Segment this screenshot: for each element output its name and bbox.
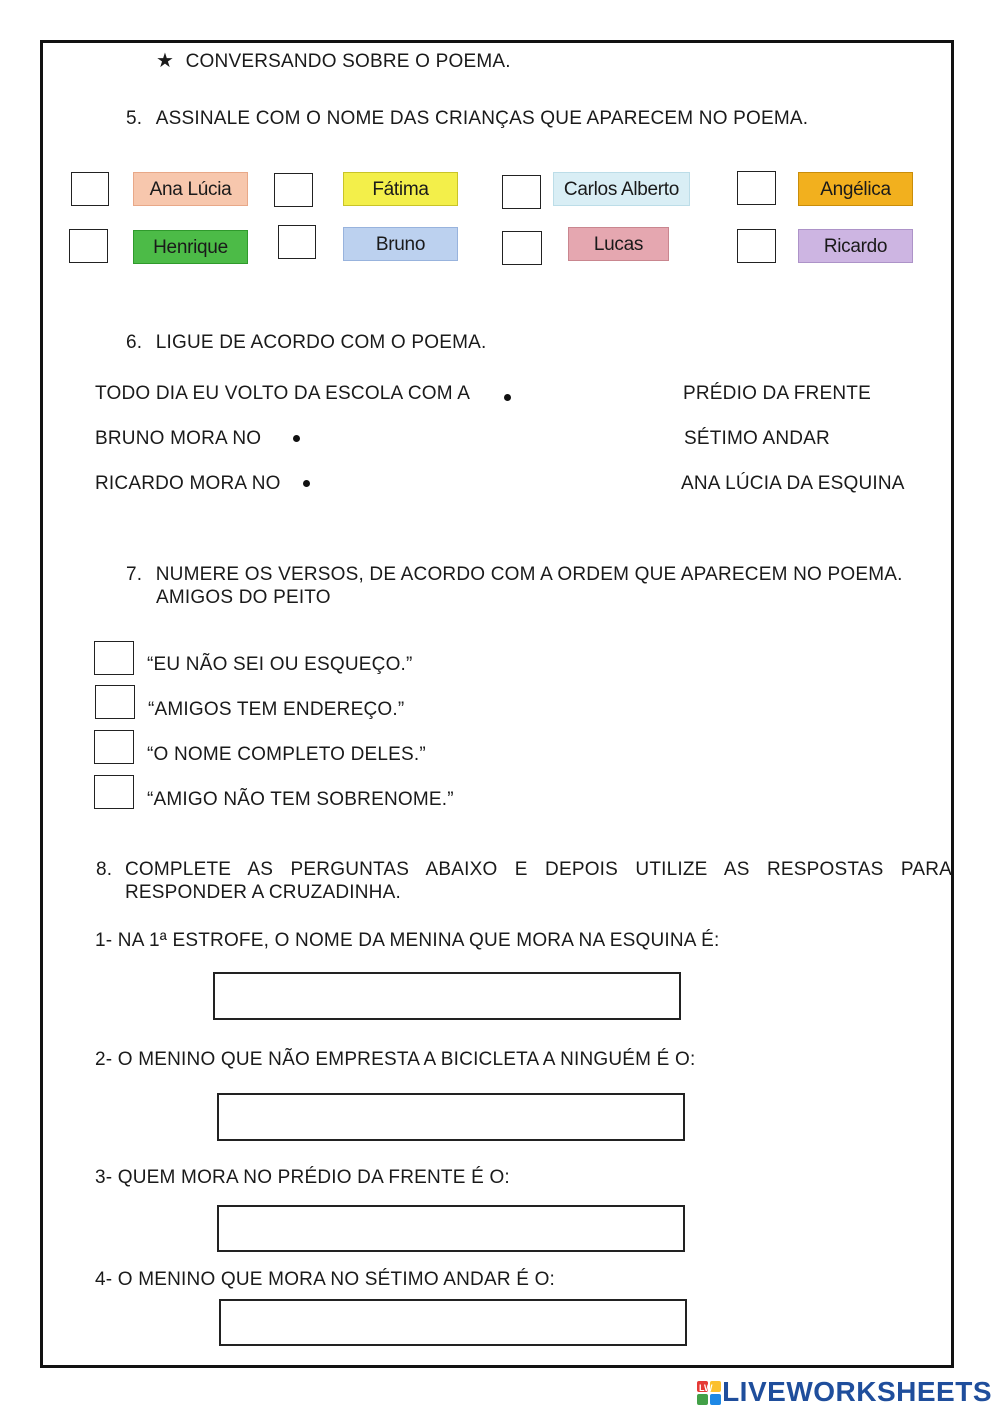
question-text: NUMERE OS VERSOS, DE ACORDO COM A ORDEM QUE APARECEM NO POEMA. [155,564,903,585]
question-number: 5. [126,108,143,129]
logo-letters: LW [699,1383,713,1393]
match-dot-2[interactable] [293,435,300,442]
verse-2: “AMIGOS TEM ENDEREÇO.” [148,699,405,720]
answer-field-4[interactable] [219,1299,687,1346]
verse-number-box-1[interactable] [94,641,134,675]
liveworksheets-logo-icon [697,1381,721,1405]
answer-field-2[interactable] [217,1093,685,1141]
crossword-question-3: 3- QUEM MORA NO PRÉDIO DA FRENTE É O: [95,1167,510,1188]
name-tag-angelica: Angélica [798,172,913,206]
name-tag-lucas: Lucas [568,227,669,261]
section-title: CONVERSANDO SOBRE O POEMA. [185,51,511,72]
verse-number-box-3[interactable] [94,730,134,764]
match-left-1: TODO DIA EU VOLTO DA ESCOLA COM A [95,383,471,404]
name-tag-bruno: Bruno [343,227,458,261]
question-text-line-1: COMPLETE AS PERGUNTAS ABAIXO E DEPOIS UTILIZE AS RESPOSTAS PARA [125,859,952,880]
question-text: LIGUE DE ACORDO COM O POEMA. [155,332,487,353]
checkbox-angelica[interactable] [737,171,776,205]
name-tag-ricardo: Ricardo [798,229,913,263]
name-tag-ana-lucia: Ana Lúcia [133,172,248,206]
name-tag-fatima: Fátima [343,172,458,206]
question-number: 8. [96,859,113,880]
question-5 [126,108,808,130]
crossword-question-4: 4- O MENINO QUE MORA NO SÉTIMO ANDAR É O: [95,1269,556,1290]
verse-number-box-2[interactable] [95,685,135,719]
verse-number-box-4[interactable] [94,775,134,809]
verse-3: “O NOME COMPLETO DELES.” [147,744,426,765]
match-left-3: RICARDO MORA NO [95,473,281,494]
question-8 [96,859,952,904]
match-left-2: BRUNO MORA NO [95,428,262,449]
checkbox-fatima[interactable] [274,173,313,207]
poem-title: AMIGOS DO PEITO [156,587,331,608]
crossword-question-2: 2- O MENINO QUE NÃO EMPRESTA A BICICLETA A NINGUÉM É O: [95,1049,696,1070]
checkbox-ana-lucia[interactable] [71,172,109,206]
section-header [156,48,511,73]
question-text-line-2: RESPONDER A CRUZADINHA. [125,882,401,903]
match-dot-3[interactable] [303,480,310,487]
checkbox-lucas[interactable] [502,231,542,265]
answer-field-1[interactable] [213,972,681,1020]
match-right-1: PRÉDIO DA FRENTE [683,383,871,404]
verse-4: “AMIGO NÃO TEM SOBRENOME.” [147,789,454,810]
star-icon: ★ [156,50,175,72]
answer-field-3[interactable] [217,1205,685,1252]
match-right-2: SÉTIMO ANDAR [684,428,830,449]
brand-name: LIVEWORKSHEETS [722,1376,992,1407]
question-7 [126,564,903,586]
question-number: 7. [126,564,143,585]
verse-1: “EU NÃO SEI OU ESQUEÇO.” [147,654,413,675]
name-tag-carlos-alberto: Carlos Alberto [553,172,690,206]
crossword-question-1: 1- NA 1ª ESTROFE, O NOME DA MENINA QUE MORA NA ESQUINA É: [95,930,720,951]
question-6 [126,332,487,354]
checkbox-carlos-alberto[interactable] [502,175,541,209]
checkbox-bruno[interactable] [278,225,316,259]
question-text: ASSINALE COM O NOME DAS CRIANÇAS QUE APARECEM NO POEMA. [155,108,809,129]
match-dot-1[interactable] [504,394,511,401]
match-right-3: ANA LÚCIA DA ESQUINA [681,473,905,494]
checkbox-henrique[interactable] [69,229,108,263]
checkbox-ricardo[interactable] [737,229,776,263]
question-number: 6. [126,332,143,353]
name-tag-henrique: Henrique [133,230,248,264]
